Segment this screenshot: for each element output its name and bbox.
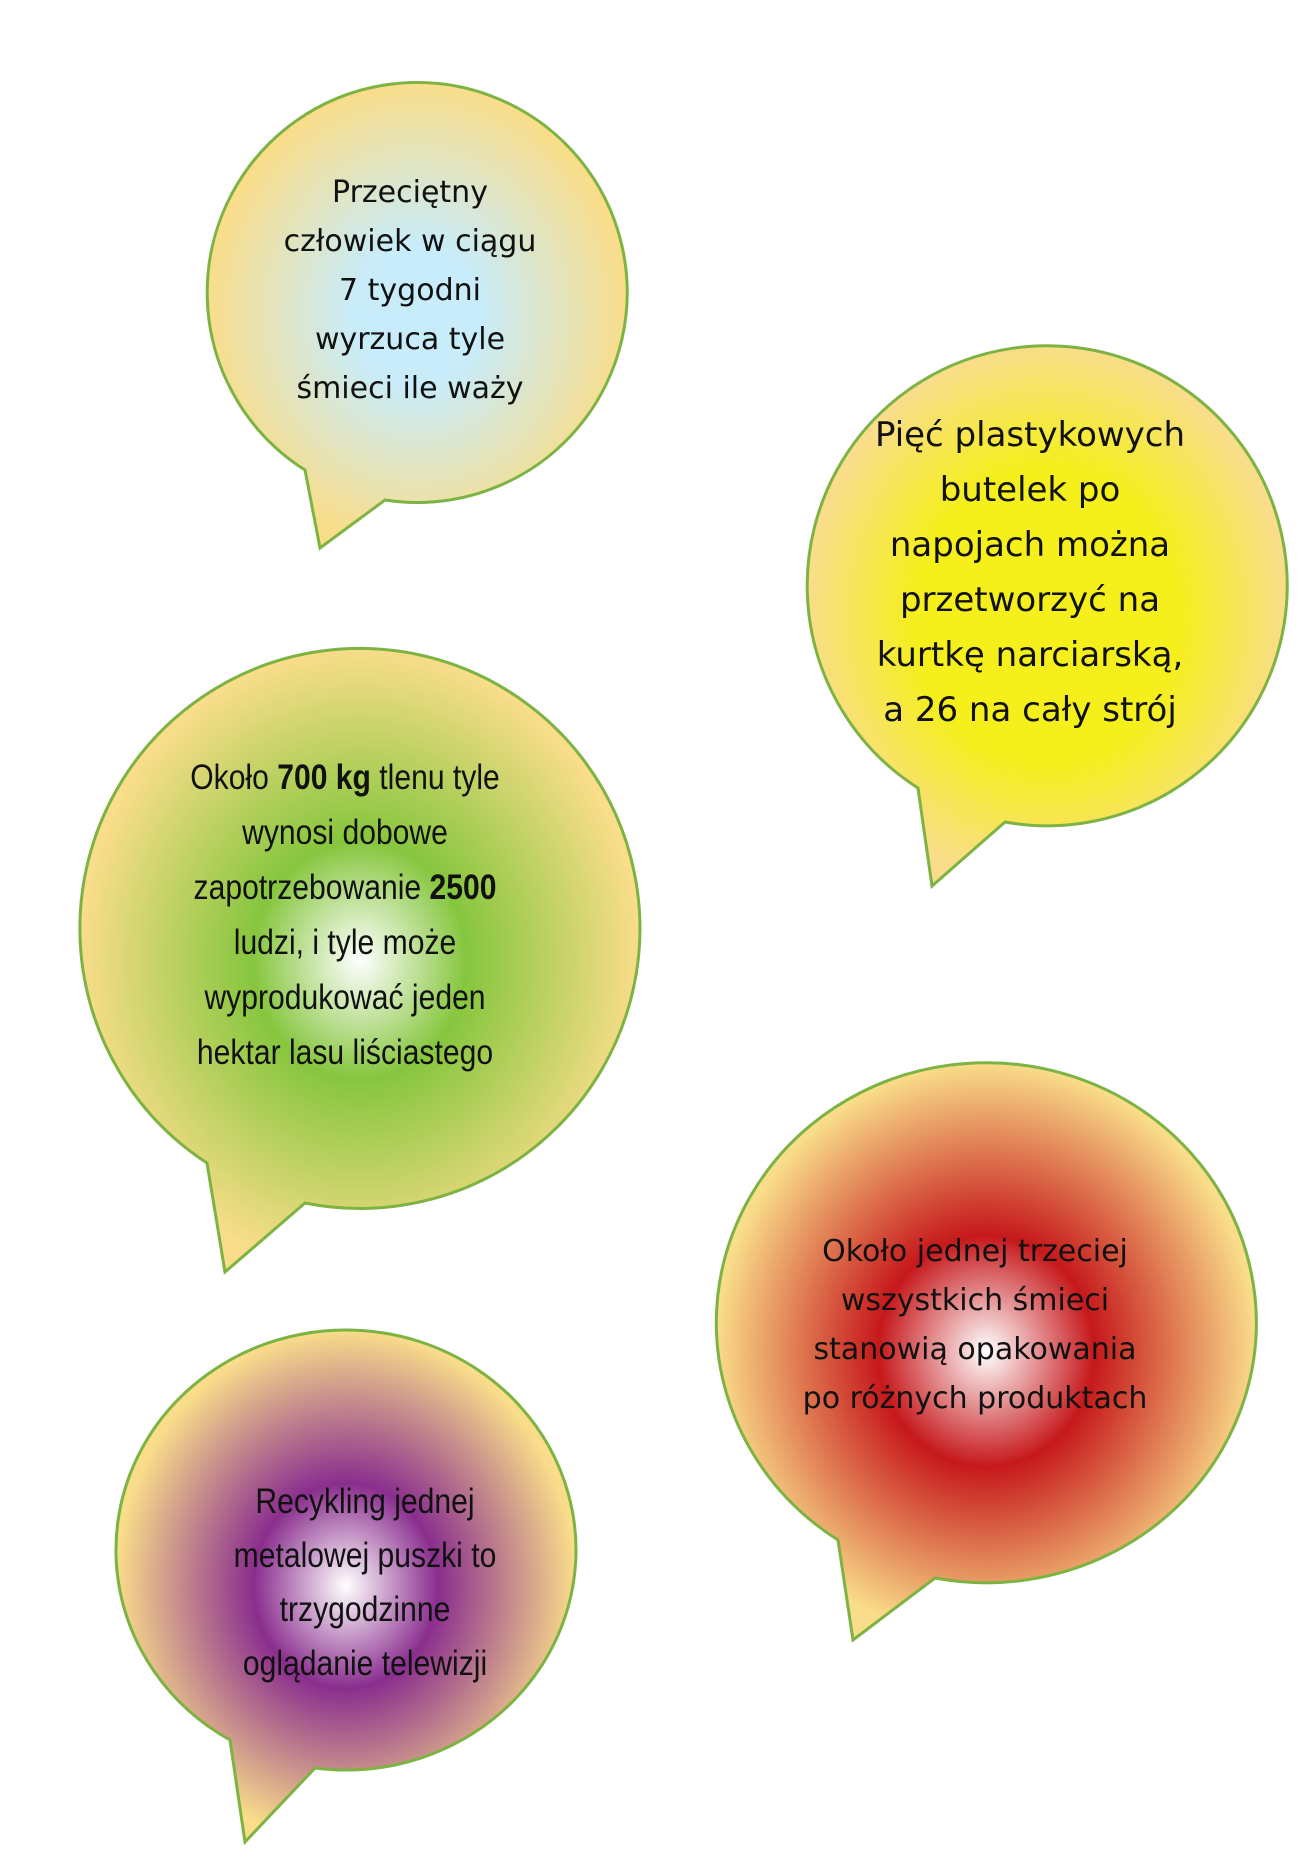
speech-bubble-4-line-4: po różnych produktach <box>802 1381 1148 1416</box>
speech-bubble-1-text <box>235 168 585 413</box>
speech-bubble-5-line-3: trzygodzinne <box>279 1590 451 1629</box>
speech-bubble-3-line-1 <box>160 750 530 805</box>
speech-bubble-3-text <box>160 750 530 1080</box>
speech-bubble-1-line-2: człowiek w ciągu <box>283 224 537 259</box>
speech-bubble-4-line-2: wszystkich śmieci <box>840 1283 1110 1318</box>
speech-bubble-1-line-5: śmieci ile waży <box>296 371 524 406</box>
speech-bubble-3-line-6: hektar lasu liściastego <box>196 1033 494 1072</box>
speech-bubble-3-line-3 <box>160 860 530 915</box>
speech-bubble-3-line-5: wyprodukować jeden <box>204 978 486 1017</box>
speech-bubble-5-line-2: metalowej puszki to <box>233 1536 497 1575</box>
speech-bubble-3-people-count: 2500 <box>429 868 497 907</box>
speech-bubble-1-line-1: Przeciętny <box>332 175 488 210</box>
speech-bubble-3-line-1-pre: Około <box>190 758 278 797</box>
speech-bubble-2-text <box>840 408 1220 738</box>
speech-bubble-2-line-5: kurtkę narciarską, <box>876 635 1184 675</box>
speech-bubble-3-oxygen-amount: 700 kg <box>277 758 371 797</box>
speech-bubble-2-line-3: napojach można <box>889 525 1171 565</box>
speech-bubble-1-line-3: 7 tygodni <box>339 273 481 308</box>
speech-bubble-5-line-1: Recykling jednej <box>255 1482 475 1521</box>
speech-bubble-3-line-2: wynosi dobowe <box>242 813 448 852</box>
speech-bubble-2-line-6: a 26 na cały strój <box>883 690 1177 730</box>
speech-bubble-5-line-4: oglądanie telewizji <box>242 1644 488 1683</box>
speech-bubble-5-text <box>202 1475 529 1691</box>
speech-bubble-4-line-3: stanowią opakowania <box>813 1332 1137 1367</box>
speech-bubble-4-line-1: Około jednej trzeciej <box>822 1234 1128 1269</box>
speech-bubble-3-line-4: ludzi, i tyle może <box>233 923 457 962</box>
speech-bubble-2-line-1: Pięć plastykowych <box>874 415 1186 455</box>
speech-bubble-4-text <box>775 1227 1175 1423</box>
speech-bubble-3-line-3-pre: zapotrzebowanie <box>193 868 430 907</box>
speech-bubble-2-line-2: butelek po <box>939 470 1121 510</box>
speech-bubble-1-line-4: wyrzuca tyle <box>314 322 506 357</box>
speech-bubble-2-line-4: przetworzyć na <box>899 580 1161 620</box>
speech-bubble-3-line-1-post: tlenu tyle <box>370 758 500 797</box>
